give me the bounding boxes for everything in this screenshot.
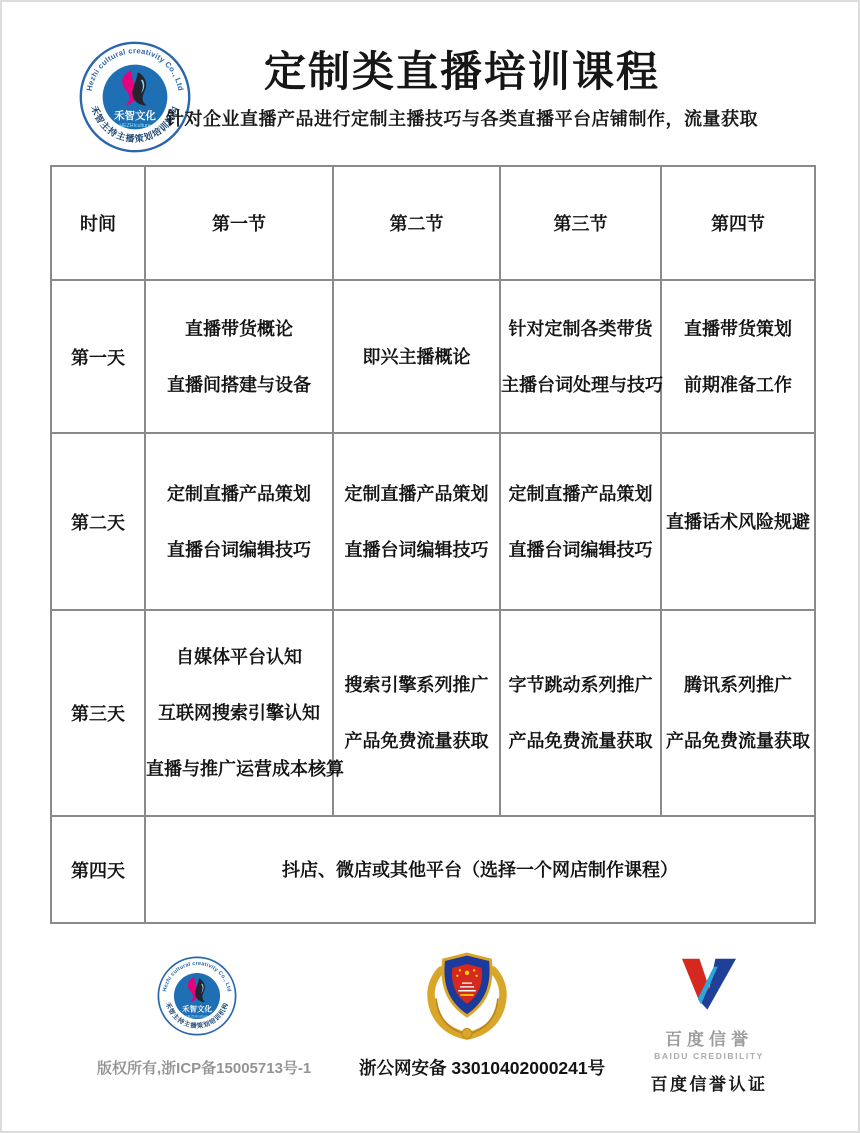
title-block xyxy=(62,48,860,131)
course-cell xyxy=(333,433,500,610)
course-cell xyxy=(500,610,661,816)
baidu-credibility-icon xyxy=(669,954,749,1016)
course-line: 直播带货策划 xyxy=(684,318,792,339)
course-cell xyxy=(500,433,661,610)
course-cell-merged xyxy=(145,816,815,923)
baidu-cert-text: 百度信誉认证 xyxy=(650,1075,768,1094)
course-line: 抖店、微店或其他平台（选择一个网店制作课程） xyxy=(282,859,678,880)
police-badge-icon xyxy=(421,948,513,1042)
course-line: 产品免费流量获取 xyxy=(666,731,810,751)
course-line: 定制直播产品策划 xyxy=(508,483,653,504)
table-row-day2 xyxy=(51,433,815,610)
course-line: 产品免费流量获取 xyxy=(344,731,489,751)
course-line: 定制直播产品策划 xyxy=(167,483,311,504)
course-line: 腾讯系列推广 xyxy=(684,675,792,695)
course-cell xyxy=(145,610,344,816)
footer-police-block xyxy=(359,948,606,1080)
course-line: 互联网搜索引擎认知 xyxy=(158,703,320,723)
course-schedule-table xyxy=(50,165,816,924)
course-cell xyxy=(145,433,333,610)
column-header-session2: 第二节 xyxy=(333,166,500,280)
course-cell xyxy=(661,280,815,433)
course-line: 针对定制各类带货 xyxy=(508,318,653,339)
table-header-row xyxy=(51,166,815,280)
course-line: 直播话术风险规避 xyxy=(666,511,810,532)
row-time-label: 第二天 xyxy=(51,433,145,610)
hezhi-logo-small xyxy=(154,954,240,1038)
footer-baidu-block xyxy=(614,954,804,1095)
course-line: 直播台词编辑技巧 xyxy=(508,539,653,560)
footer-copyright-block xyxy=(97,954,312,1078)
course-line: 直播台词编辑技巧 xyxy=(167,539,311,560)
row-time-label: 第四天 xyxy=(51,816,145,923)
column-header-session1: 第一节 xyxy=(145,166,333,280)
course-cell xyxy=(333,610,500,816)
page-subtitle: 针对企业直播产品进行定制主播技巧与各类直播平台店铺制作，流量获取 xyxy=(166,109,758,129)
table-row-day4 xyxy=(51,816,815,923)
page-title: 定制类直播培训课程 xyxy=(263,48,660,95)
course-line: 搜索引擎系列推广 xyxy=(344,675,489,695)
police-record-text: 浙公网安备 33010402000241号 xyxy=(359,1058,606,1078)
column-header-time: 时间 xyxy=(51,166,145,280)
row-time-label: 第三天 xyxy=(51,610,145,816)
course-line: 定制直播产品策划 xyxy=(344,483,489,504)
course-line: 直播间搭建与设备 xyxy=(167,374,311,395)
table-row-day3 xyxy=(51,610,815,816)
course-cell xyxy=(500,280,661,433)
course-line: 自媒体平台认知 xyxy=(176,647,302,667)
course-cell xyxy=(333,280,500,433)
icp-copyright-text: 版权所有,浙ICP备15005713号-1 xyxy=(97,1060,312,1077)
row-time-label: 第一天 xyxy=(51,280,145,433)
baidu-credibility-cn: 百度信誉 xyxy=(665,1030,753,1049)
course-line: 直播与推广运营成本核算 xyxy=(146,759,344,779)
course-line: 产品免费流量获取 xyxy=(508,731,653,751)
course-line: 字节跳动系列推广 xyxy=(508,675,653,695)
course-line: 直播带货概论 xyxy=(185,318,293,339)
column-header-session4: 第四节 xyxy=(661,166,815,280)
baidu-credibility-en: BAIDU CREDIBILITY xyxy=(654,1051,764,1061)
table-row-day1 xyxy=(51,280,815,433)
course-line: 直播台词编辑技巧 xyxy=(344,539,489,560)
course-line: 即兴主播概论 xyxy=(362,346,471,367)
column-header-session3: 第三节 xyxy=(500,166,661,280)
course-cell xyxy=(661,610,815,816)
course-line: 前期准备工作 xyxy=(684,374,792,395)
course-cell xyxy=(661,433,815,610)
course-line: 主播台词处理与技巧 xyxy=(501,374,663,395)
course-cell xyxy=(145,280,333,433)
